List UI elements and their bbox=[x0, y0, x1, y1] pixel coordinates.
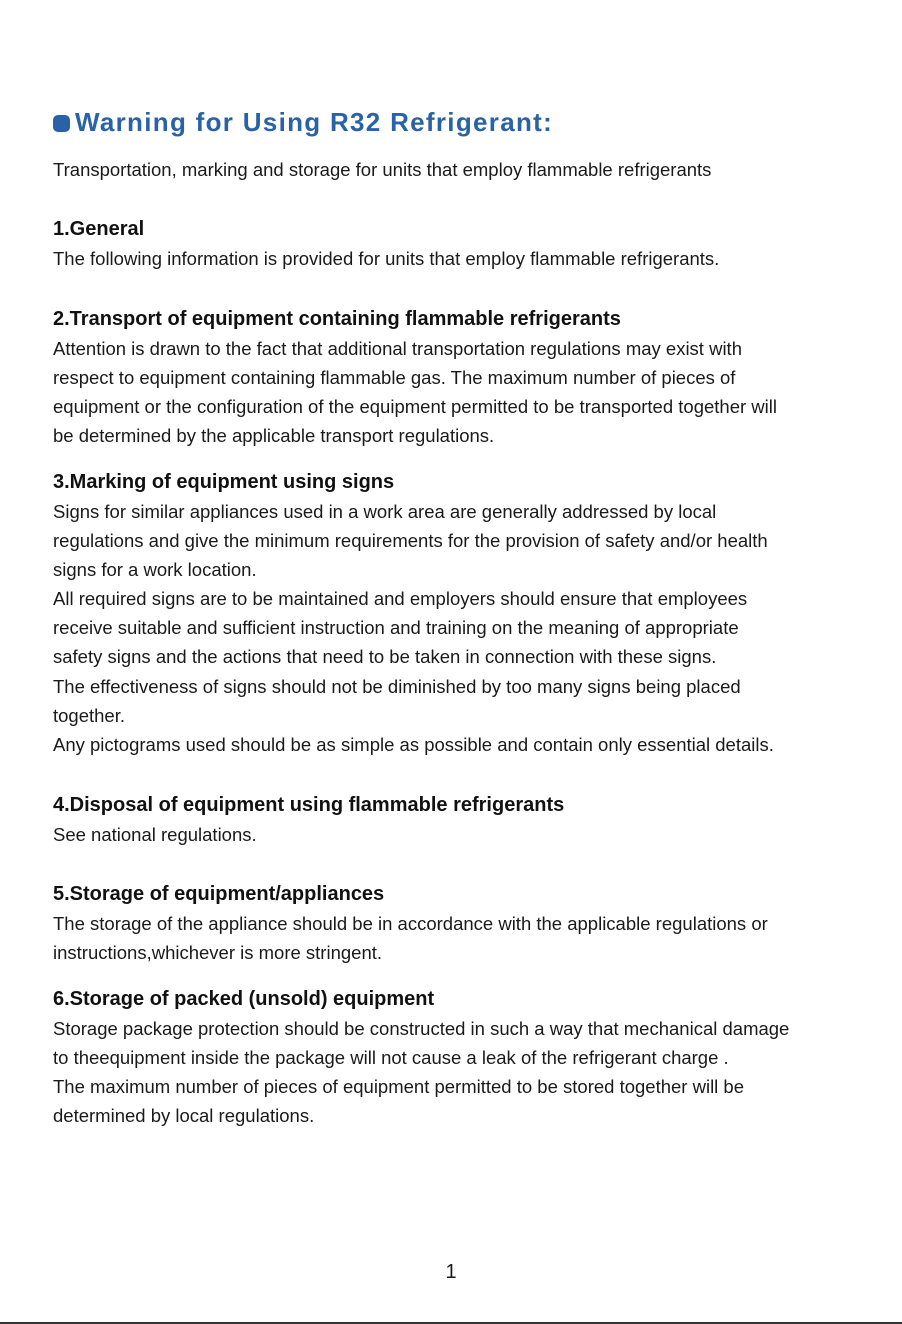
body-line: instructions,whichever is more stringent. bbox=[53, 942, 383, 964]
intro-text: Transportation, marking and storage for units that employ flammable refrigerants bbox=[53, 159, 712, 180]
body-line: to theequipment inside the package will not cause a leak of the refrigerant charge . bbox=[53, 1047, 729, 1069]
body-line: equipment or the configuration of the equipment permitted to be transported together will bbox=[53, 396, 777, 418]
body-line: receive suitable and sufficient instruction and training on the meaning of appropriate bbox=[53, 617, 739, 639]
body-line: together. bbox=[53, 704, 126, 726]
body-line: See national regulations. bbox=[53, 824, 257, 845]
body-line: The maximum number of pieces of equipment permitted to be stored together will be bbox=[53, 1076, 745, 1098]
section-title: 4.Disposal of equipment using flammable refrigerants bbox=[53, 794, 565, 816]
section-disposal bbox=[53, 791, 863, 849]
section-body bbox=[53, 244, 863, 273]
section-marking bbox=[53, 468, 863, 759]
page-title: Warning for Using R32 Refrigerant: bbox=[75, 107, 554, 137]
section-title: 6.Storage of packed (unsold) equipment bbox=[53, 988, 435, 1010]
section-body bbox=[53, 334, 863, 450]
body-line: Attention is drawn to the fact that additional transportation regulations may exist with bbox=[53, 338, 742, 359]
body-line: signs for a work location. bbox=[53, 559, 257, 581]
body-line: The following information is provided for units that employ flammable refrigerants. bbox=[53, 248, 720, 269]
body-line: Signs for similar appliances used in a work area are generally addressed by local bbox=[53, 501, 717, 522]
rounded-square-bullet-icon bbox=[53, 115, 70, 132]
section-transport bbox=[53, 305, 863, 450]
section-body bbox=[53, 497, 863, 759]
section-body bbox=[53, 909, 863, 967]
body-line: be determined by the applicable transport regulations. bbox=[53, 425, 495, 447]
section-title: 2.Transport of equipment containing flammable refrigerants bbox=[53, 308, 621, 330]
body-line: The storage of the appliance should be in accordance with the applicable regulations or bbox=[53, 913, 768, 934]
section-general bbox=[53, 215, 863, 273]
body-line: Storage package protection should be constructed in such a way that mechanical damage bbox=[53, 1018, 790, 1039]
section-storage-packed bbox=[53, 985, 863, 1130]
body-line: respect to equipment containing flammable gas. The maximum number of pieces of bbox=[53, 367, 736, 389]
body-line: safety signs and the actions that need to be taken in connection with these signs. bbox=[53, 646, 717, 668]
body-line: Any pictograms used should be as simple as possible and contain only essential details. bbox=[53, 733, 774, 755]
body-line: All required signs are to be maintained and employers should ensure that employees bbox=[53, 588, 748, 610]
section-body bbox=[53, 820, 863, 849]
section-body bbox=[53, 1014, 863, 1130]
body-line: regulations and give the minimum requirements for the provision of safety and/or health bbox=[53, 530, 768, 552]
warning-heading bbox=[53, 104, 553, 140]
section-storage-appliances bbox=[53, 880, 863, 967]
section-title: 3.Marking of equipment using signs bbox=[53, 471, 395, 493]
page-number: 1 bbox=[445, 1261, 457, 1283]
section-title: 1.General bbox=[53, 218, 145, 240]
body-line: The effectiveness of signs should not be diminished by too many signs being placed bbox=[53, 675, 741, 697]
body-line: determined by local regulations. bbox=[53, 1105, 315, 1127]
section-title: 5.Storage of equipment/appliances bbox=[53, 883, 385, 905]
